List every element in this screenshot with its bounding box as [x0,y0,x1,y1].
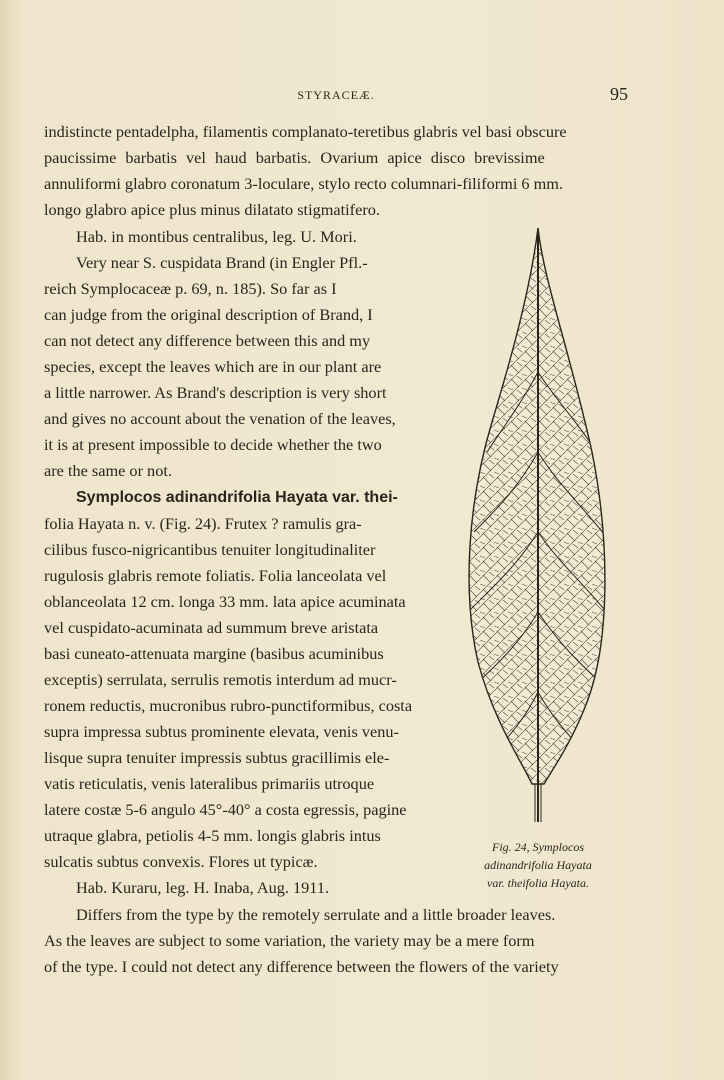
caption-line: var. theifolia Hayata. [487,876,589,890]
text-line: a little narrower. As Brand's description is very short [44,383,387,402]
text-line: can judge from the original description of Brand, I [44,305,373,324]
text-line: lisque supra tenuiter impressis subtus gracillimis ele- [44,748,390,767]
text-line: can not detect any difference between this and my [44,331,371,350]
text-line: supra impressa subtus prominente elevata, venis venu- [44,722,399,741]
text-line: utraque glabra, petiolis 4-5 mm. longis glabris intus [44,826,381,845]
text-line: longo glabro apice plus minus dilatato stigmatifero. [44,200,380,219]
running-head: STYRACEÆ. [297,88,375,102]
text-line: vel cuspidato-acuminata ad summum breve aristata [44,618,379,637]
text-line: latere costæ 5-6 angulo 45°-40° a costa egressis, pagine [44,800,407,819]
caption-line: adinandrifolia Hayata [484,858,592,872]
text-line: Very near S. cuspidata Brand (in Engler Pfl.- [76,253,368,272]
figure-24 [452,222,624,834]
text-line: reich Symplocaceæ p. 69, n. 185). So far as I [44,279,337,298]
text-line: vatis reticulatis, venis lateralibus primariis utroque [44,774,375,793]
figure-caption [452,838,624,892]
page-number: 95 [610,84,628,104]
text-line: ronem reductis, mucronibus rubro-punctiformibus, costa [44,696,413,715]
text-line: basi cuneato-attenuata margine (basibus acuminibus [44,644,384,663]
text-line: indistincte pentadelpha, filamentis complanato-teretibus glabris vel basi obscure [44,122,567,141]
text-line: Differs from the type by the remotely serrulate and a little broader leaves. [76,905,556,924]
text-line: oblanceolata 12 cm. longa 33 mm. lata apice acuminata [44,592,406,611]
text-line: it is at present impossible to decide whether the two [44,435,382,454]
text-line: are the same or not. [44,461,172,480]
text-line: folia Hayata n. v. (Fig. 24). Frutex ? ramulis gra- [44,514,362,533]
text-line: Hab. Kuraru, leg. H. Inaba, Aug. 1911. [76,878,330,897]
text-line: and gives no account about the venation of the leaves, [44,409,396,428]
text-line: exceptis) serrulata, serrulis remotis interdum ad mucr- [44,670,397,689]
text-line: of the type. I could not detect any difference between the flowers of the variety [44,957,559,976]
text-line: species, except the leaves which are in our plant are [44,357,382,376]
text-line: As the leaves are subject to some variation, the variety may be a mere form [44,931,535,950]
text-line: paucissime barbatis vel haud barbatis. Ovarium apice disco brevissime [44,148,545,167]
leaf-venation-drawing-icon [452,222,624,834]
text-line: rugulosis glabris remote foliatis. Folia lanceolata vel [44,566,387,585]
caption-line: Fig. 24, Symplocos [492,840,584,854]
text-line: Hab. in montibus centralibus, leg. U. Mori. [76,227,357,246]
species-heading: Symplocos adinandrifolia Hayata var. thei- [76,489,398,506]
text-line: annuliformi glabro coronatum 3-loculare, stylo recto columnari-filiformi 6 mm. [44,174,564,193]
text-line: sulcatis subtus convexis. Flores ut typicæ. [44,852,318,871]
text-line: cilibus fusco-nigricantibus tenuiter longitudinaliter [44,540,376,559]
page-header [44,84,628,110]
